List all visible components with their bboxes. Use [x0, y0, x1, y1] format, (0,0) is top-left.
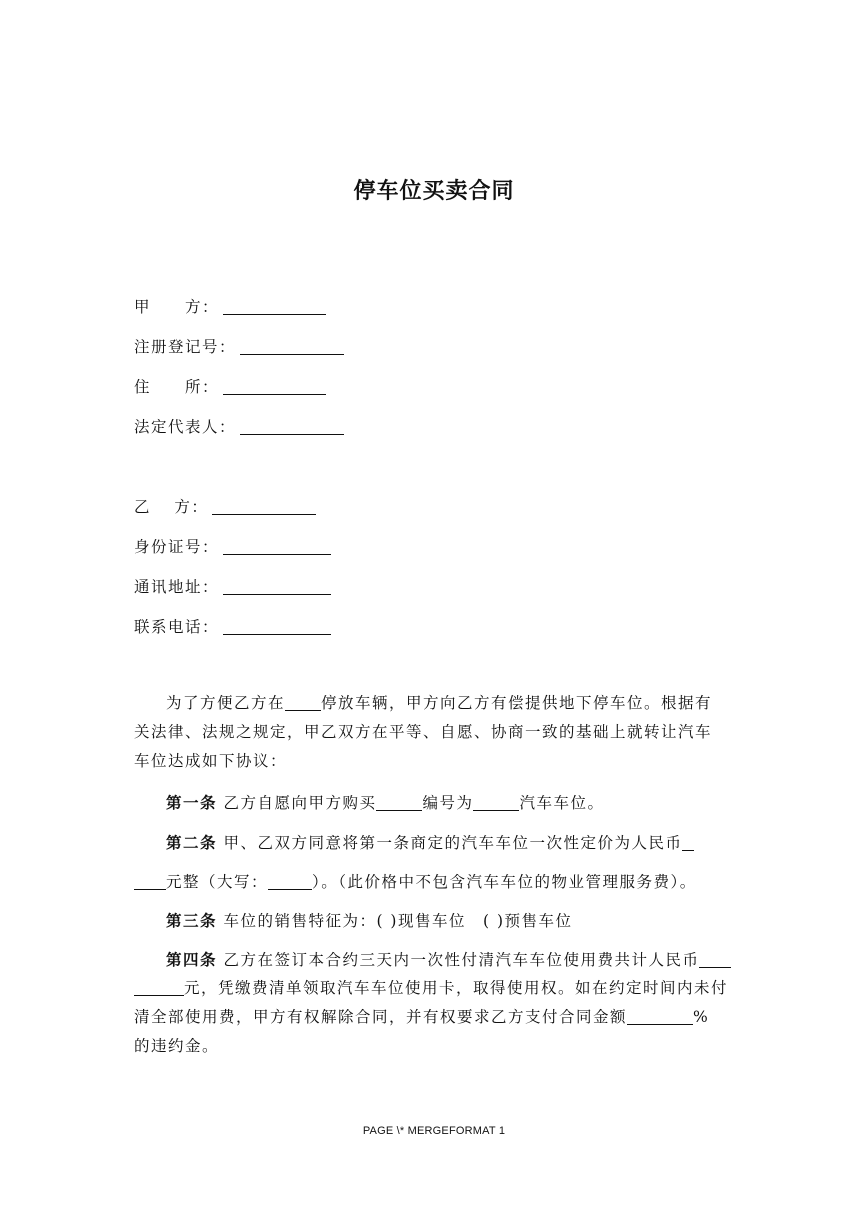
party-b-phone-label: 联系电话：	[134, 618, 220, 636]
article-2	[134, 828, 734, 857]
party-b-id-label: 身份证号：	[134, 538, 220, 556]
article-1-text: 汽车车位。	[519, 794, 605, 812]
party-a-address-blank	[223, 378, 326, 395]
party-a-label: 甲 方：	[134, 298, 220, 316]
penalty-percent-blank	[627, 1009, 693, 1025]
article-4-text: %	[693, 1008, 710, 1026]
preamble-text: 车位达成如下协议：	[134, 752, 288, 770]
total-fee-blank-start	[699, 952, 731, 968]
page-footer: PAGE \* MERGEFORMAT 1	[362, 1125, 506, 1137]
document-title: 停车位买卖合同	[353, 178, 515, 204]
party-b-blank	[212, 498, 316, 515]
article-2-heading: 第二条	[166, 833, 218, 852]
location-blank	[285, 695, 321, 711]
preamble-text: 关法律、法规之规定，甲乙双方在平等、自愿、协商一致的基础上就转让汽车	[134, 723, 713, 741]
party-b-field	[134, 495, 316, 517]
party-b-address-field	[134, 575, 331, 597]
price-blank	[134, 874, 166, 890]
article-4-text: 清全部使用费，甲方有权解除合同，并有权要求乙方支付合同金额	[134, 1008, 628, 1026]
party-b-label: 乙 方：	[134, 498, 209, 516]
article-2-text: 元整（大写：	[166, 873, 269, 891]
article-4-text: 元，凭缴费清单领取汽车车位使用卡，取得使用权。如在约定时间内未付	[184, 979, 729, 997]
preamble-text: 停放车辆，甲方向乙方有偿提供地下停车位。根据有	[321, 694, 713, 712]
party-a-rep-field	[134, 415, 344, 437]
article-1-heading: 第一条	[166, 793, 218, 812]
preamble-paragraph	[134, 689, 734, 776]
article-3-text: 车位的销售特征为：( )现售车位 ( )预售车位	[217, 912, 573, 930]
article-2-cont	[134, 868, 734, 897]
party-a-rep-label: 法定代表人：	[134, 418, 237, 436]
article-2-text: ）。（此价格中不包含汽车车位的物业管理服务费）。	[312, 873, 697, 891]
article-4-text: 的违约金。	[134, 1037, 220, 1055]
total-fee-blank	[134, 980, 184, 996]
article-3	[134, 906, 734, 935]
party-b-address-blank	[223, 578, 331, 595]
article-1-text: 编号为	[422, 794, 474, 812]
party-b-address-label: 通讯地址：	[134, 578, 220, 596]
party-b-phone-blank	[223, 618, 331, 635]
quantity-blank	[376, 795, 422, 811]
article-4-heading: 第四条	[166, 950, 218, 969]
article-1-text: 乙方自愿向甲方购买	[217, 794, 377, 812]
price-blank-start	[682, 835, 694, 851]
party-b-id-blank	[223, 538, 331, 555]
article-1	[134, 788, 734, 817]
party-a-rep-blank	[240, 418, 344, 435]
party-b-phone-field	[134, 615, 331, 637]
price-words-blank	[268, 874, 312, 890]
party-a-reg-field	[134, 335, 344, 357]
party-b-id-field	[134, 535, 331, 557]
article-3-heading: 第三条	[166, 911, 218, 930]
party-a-reg-blank	[240, 338, 344, 355]
article-4-text: 乙方在签订本合约三天内一次性付清汽车车位使用费共计人民币	[217, 951, 700, 969]
preamble-text: 为了方便乙方在	[166, 694, 286, 712]
party-a-reg-label: 注册登记号：	[134, 338, 237, 356]
party-a-address-field	[134, 375, 326, 397]
article-2-text: 甲、乙双方同意将第一条商定的汽车车位一次性定价为人民币	[217, 834, 683, 852]
party-a-field	[134, 295, 326, 317]
article-4	[134, 945, 734, 1061]
party-a-address-label: 住 所：	[134, 378, 220, 396]
party-a-blank	[223, 298, 326, 315]
spot-number-blank	[473, 795, 519, 811]
